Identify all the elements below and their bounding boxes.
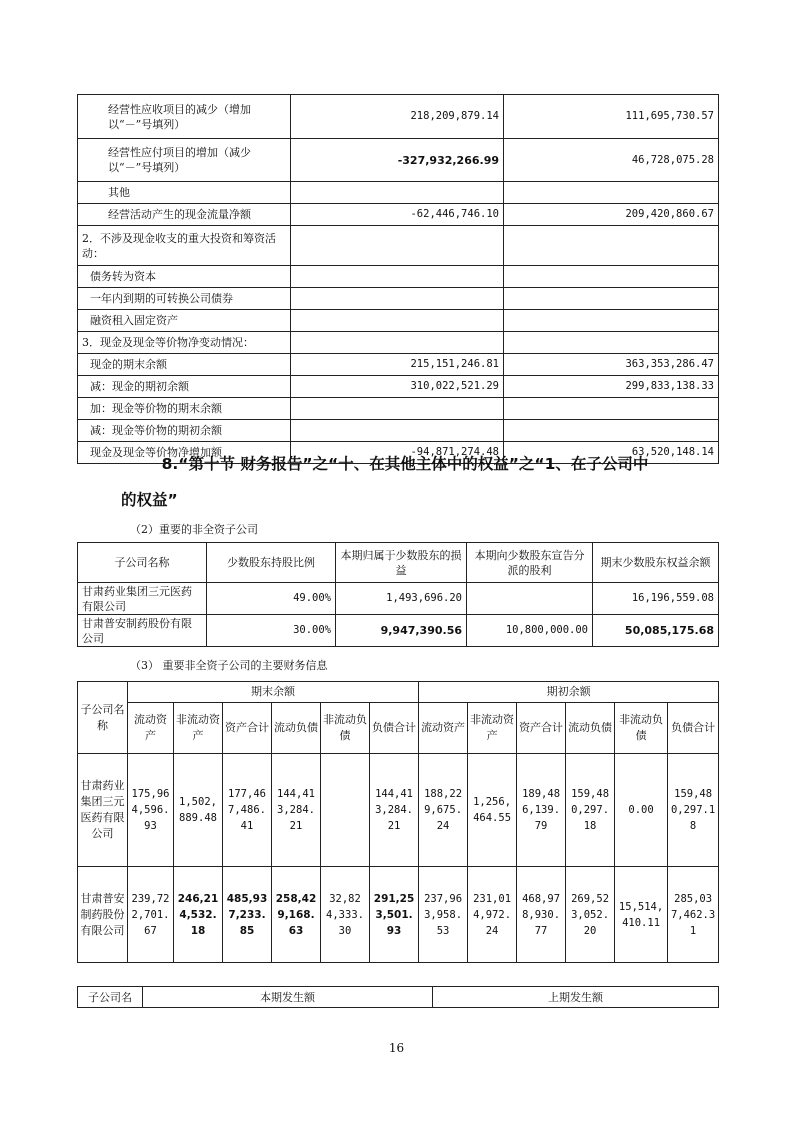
prior-value: 209,420,860.67 (504, 204, 719, 226)
cashflow-table (77, 94, 719, 464)
row-label: 减：现金的期初余额 (78, 376, 291, 398)
profit-value: 9,947,390.56 (336, 615, 467, 647)
value-cell: 269,523,052.20 (566, 867, 615, 963)
value-cell: 188,229,675.24 (419, 754, 468, 867)
value-cell: 32,824,333.30 (321, 867, 370, 963)
header-group-begin: 期初余额 (419, 682, 719, 703)
subheader-cell: 流动资产 (419, 703, 468, 754)
header-cell: 本期归属于少数股东的损益 (336, 543, 467, 583)
value-cell: 285,037,462.31 (668, 867, 719, 963)
row-label: 经营性应收项目的减少（增加以“－”号填列） (78, 95, 291, 139)
row-label: 经营性应付项目的增加（减少以“－”号填列） (78, 139, 291, 182)
table-row (78, 354, 719, 376)
table-header-row (78, 682, 719, 703)
section-heading-line2: 的权益” (121, 491, 178, 509)
caption-minority: （2）重要的非全资子公司 (130, 523, 258, 536)
current-value (291, 288, 504, 310)
prior-value (504, 398, 719, 420)
subheader-cell: 非流动负债 (321, 703, 370, 754)
row-label: 现金的期末余额 (78, 354, 291, 376)
subheader-cell: 负债合计 (668, 703, 719, 754)
dividend-value (467, 583, 593, 615)
current-value (291, 310, 504, 332)
value-cell: 175,964,596.93 (128, 754, 174, 867)
value-cell: 468,978,930.77 (517, 867, 566, 963)
table-row (78, 139, 719, 182)
row-label: 其他 (78, 182, 291, 204)
value-cell (321, 754, 370, 867)
row-label: 减：现金等价物的期初余额 (78, 420, 291, 442)
value-cell: 15,514,410.11 (615, 867, 668, 963)
profit-value: 1,493,696.20 (336, 583, 467, 615)
value-cell: 189,486,139.79 (517, 754, 566, 867)
equity-value: 16,196,559.08 (593, 583, 719, 615)
table-row (78, 266, 719, 288)
subheader-cell: 非流动资产 (174, 703, 223, 754)
section-heading (95, 453, 715, 511)
caption-financial: （3） 重要非全资子公司的主要财务信息 (130, 659, 328, 672)
table-row (78, 332, 719, 354)
table-header-row (78, 987, 719, 1008)
current-value: -327,932,266.99 (291, 139, 504, 182)
row-label: 加：现金等价物的期末余额 (78, 398, 291, 420)
prior-value (504, 288, 719, 310)
subheader-cell: 流动负债 (272, 703, 321, 754)
prior-value: 363,353,286.47 (504, 354, 719, 376)
prior-value (504, 332, 719, 354)
value-cell: 1,256,464.55 (468, 754, 517, 867)
current-value: -62,446,746.10 (291, 204, 504, 226)
table-row (78, 867, 719, 963)
prior-value: 46,728,075.28 (504, 139, 719, 182)
value-cell: 144,413,284.21 (370, 754, 419, 867)
value-cell: 159,480,297.18 (668, 754, 719, 867)
value-cell: 246,214,532.18 (174, 867, 223, 963)
table-row (78, 204, 719, 226)
prior-value (504, 226, 719, 266)
value-cell: 237,963,958.53 (419, 867, 468, 963)
row-label: 融资租入固定资产 (78, 310, 291, 332)
current-value (291, 182, 504, 204)
ratio-value: 30.00% (207, 615, 336, 647)
current-value (291, 420, 504, 442)
header-company-name: 子公司名 (78, 987, 143, 1008)
row-label: 3．现金及现金等价物净变动情况： (78, 332, 291, 354)
page-number: 16 (388, 1041, 405, 1055)
income-table-header (77, 986, 719, 1008)
table-row (78, 583, 719, 615)
table-header-row (78, 543, 719, 583)
current-value (291, 266, 504, 288)
current-value (291, 398, 504, 420)
subheader-cell: 非流动负债 (615, 703, 668, 754)
table-row (78, 182, 719, 204)
header-cell: 少数股东持股比例 (207, 543, 336, 583)
subheader-cell: 负债合计 (370, 703, 419, 754)
value-cell: 231,014,972.24 (468, 867, 517, 963)
value-cell: 177,467,486.41 (223, 754, 272, 867)
prior-value: 299,833,138.33 (504, 376, 719, 398)
value-cell: 239,722,701.67 (128, 867, 174, 963)
row-label: 2．不涉及现金收支的重大投资和筹资活动： (78, 226, 291, 266)
current-value: -94,871,274.48 (291, 442, 504, 464)
value-cell: 144,413,284.21 (272, 754, 321, 867)
header-company-name: 子公司名称 (78, 682, 128, 754)
header-cell: 本期向少数股东宣告分派的股利 (467, 543, 593, 583)
value-cell: 1,502,889.48 (174, 754, 223, 867)
prior-value: 111,695,730.57 (504, 95, 719, 139)
prior-value (504, 266, 719, 288)
header-prior-period: 上期发生额 (433, 987, 719, 1008)
row-label: 经营活动产生的现金流量净额 (78, 204, 291, 226)
minority-table (77, 542, 719, 647)
table-row (78, 754, 719, 867)
table-row (78, 398, 719, 420)
table-row (78, 226, 719, 266)
subheader-cell: 流动负债 (566, 703, 615, 754)
value-cell: 159,480,297.18 (566, 754, 615, 867)
company-name: 甘肃普安制药股份有限公司 (78, 615, 207, 647)
row-label: 一年内到期的可转换公司债券 (78, 288, 291, 310)
current-value: 218,209,879.14 (291, 95, 504, 139)
subheader-cell: 资产合计 (517, 703, 566, 754)
table-row (78, 310, 719, 332)
subheader-cell: 资产合计 (223, 703, 272, 754)
table-row (78, 288, 719, 310)
header-cell: 子公司名称 (78, 543, 207, 583)
current-value (291, 332, 504, 354)
current-value: 310,022,521.29 (291, 376, 504, 398)
prior-value: 63,520,148.14 (504, 442, 719, 464)
row-label: 现金及现金等价物净增加额 (78, 442, 291, 464)
row-label: 债务转为资本 (78, 266, 291, 288)
table-row (78, 615, 719, 647)
equity-value: 50,085,175.68 (593, 615, 719, 647)
header-group-end: 期末余额 (128, 682, 419, 703)
value-cell: 0.00 (615, 754, 668, 867)
ratio-value: 49.00% (207, 583, 336, 615)
company-name: 甘肃药业集团三元医药有限公司 (78, 583, 207, 615)
value-cell: 485,937,233.85 (223, 867, 272, 963)
table-row (78, 95, 719, 139)
table-row (78, 420, 719, 442)
subheader-cell: 流动资产 (128, 703, 174, 754)
dividend-value: 10,800,000.00 (467, 615, 593, 647)
value-cell: 291,253,501.93 (370, 867, 419, 963)
financial-info-table (77, 681, 719, 963)
section-heading-line1: 8.“第十节 财务报告”之“十、在其他主体中的权益”之“1、在子公司中 (161, 455, 649, 473)
current-value (291, 226, 504, 266)
table-row (78, 376, 719, 398)
subheader-cell: 非流动资产 (468, 703, 517, 754)
prior-value (504, 182, 719, 204)
header-cell: 期末少数股东权益余额 (593, 543, 719, 583)
prior-value (504, 310, 719, 332)
company-name: 甘肃药业集团三元医药有限公司 (78, 754, 128, 867)
header-current-period: 本期发生额 (143, 987, 433, 1008)
current-value: 215,151,246.81 (291, 354, 504, 376)
prior-value (504, 420, 719, 442)
table-subheader-row (78, 703, 719, 754)
value-cell: 258,429,168.63 (272, 867, 321, 963)
company-name: 甘肃普安制药股份有限公司 (78, 867, 128, 963)
